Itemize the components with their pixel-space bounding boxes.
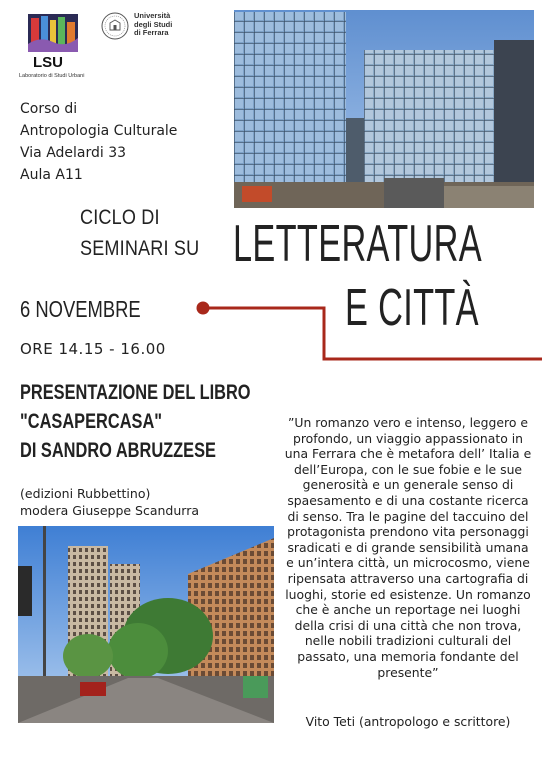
moderator: modera Giuseppe Scandurra [20, 503, 200, 518]
course-info [20, 98, 177, 186]
presentation-line: "CASAPERCASA" [20, 410, 163, 433]
publisher: (edizioni Rubbettino) [20, 486, 151, 501]
course-line: Corso di [20, 101, 78, 117]
cycle-line: SEMINARI SU [80, 237, 200, 260]
university-name: Università degli Studi di Ferrara [134, 11, 173, 37]
lsu-subtitle: Laboratorio di Studi Urbani [19, 73, 85, 79]
title-line-1: LETTERATURA [233, 215, 482, 273]
edition-info [20, 485, 199, 519]
street-photo [18, 526, 274, 723]
quote-author: Vito Teti (antropologo e scrittore) [305, 714, 511, 729]
cycle-line: CICLO DI [80, 206, 160, 229]
course-line: Via Adelardi 33 [20, 145, 127, 161]
presentation-title [20, 378, 251, 465]
presentation-line: DI SANDRO ABRUZZESE [20, 439, 216, 462]
event-time: ORE 14.15 - 16.00 [20, 340, 166, 358]
red-connector-line [196, 300, 542, 362]
course-line: Aula A11 [20, 167, 83, 183]
course-line: Antropologia Culturale [20, 123, 178, 139]
buildings-photo [234, 10, 534, 208]
cycle-title [80, 202, 199, 264]
book-quote: ”Un romanzo vero e intenso, leggero e profondo, un viaggio appassionato in una Ferrara che è metafora dell’ Italia e dell’Europa, con le sue fobie e le sue generosità e un generale senso di spaesamento e di una costante ricerca di senso. Tra le pagine del taccuino del protagonista prendono vita personaggi sradicati e di grande sensibilità umana e un’intera città, un microcosmo, viene ripensata attraverso una cartografia di luoghi, storie ed esistenze. Un romanzo che è anche un reportage nei luoghi della crisi di una città che non trova, nelle nobili tradizioni culturali del passato, una memoria fondante del presente” [284, 415, 532, 680]
title-line-2: E CITTÀ [345, 279, 479, 337]
event-date: 6 NOVEMBRE [20, 296, 141, 322]
presentation-line: PRESENTAZIONE DEL LIBRO [20, 381, 251, 404]
lsu-logo [28, 14, 78, 52]
university-seal-icon [101, 12, 129, 40]
lsu-name: LSU [33, 54, 63, 71]
